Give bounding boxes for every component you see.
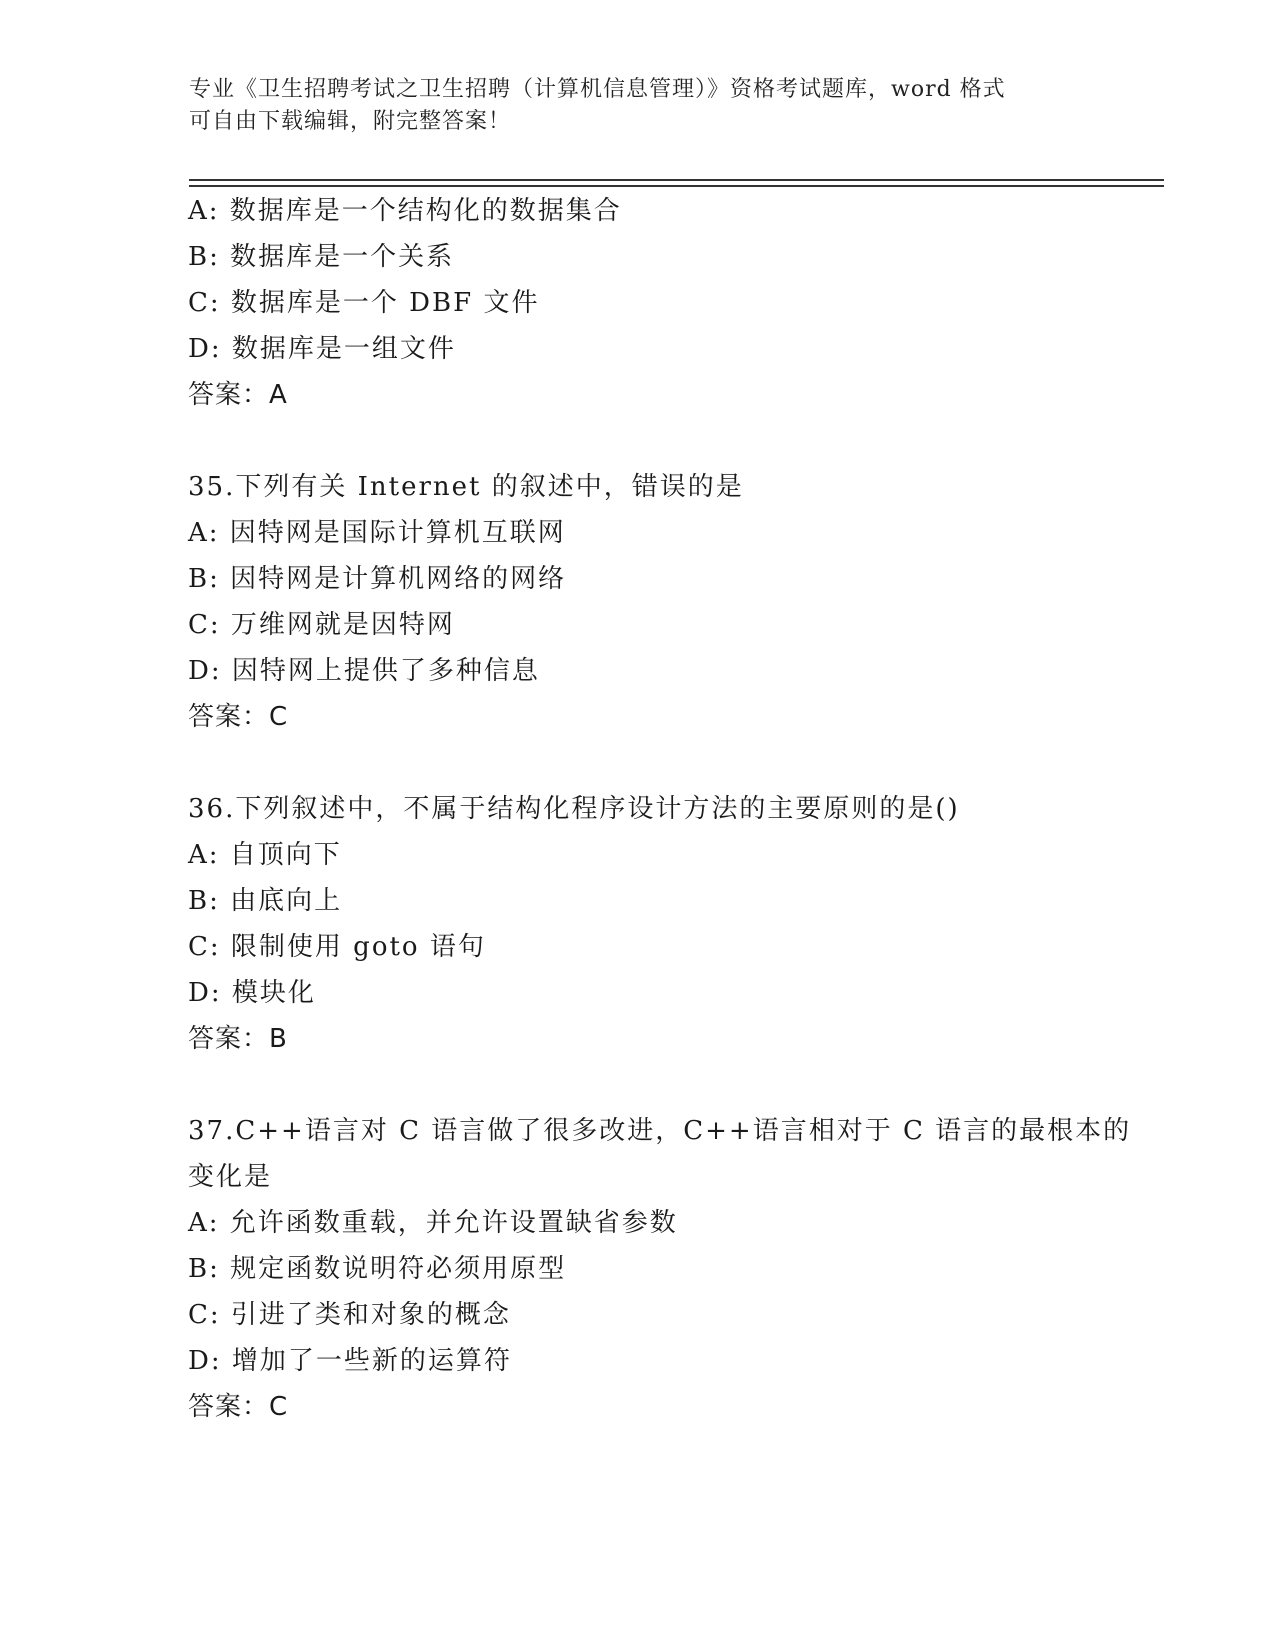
answer-line: 答案：A (188, 380, 288, 410)
answer-line: 答案：C (188, 1392, 289, 1422)
option-b: B: 数据库是一个关系 (188, 242, 455, 272)
option-c: C: 引进了类和对象的概念 (188, 1300, 511, 1330)
option-d: D: 模块化 (188, 978, 316, 1008)
header-divider-top (189, 179, 1164, 181)
question-text: 36.下列叙述中，不属于结构化程序设计方法的主要原则的是() (188, 794, 960, 824)
question-text: 35.下列有关 Internet 的叙述中，错误的是 (188, 472, 744, 502)
option-a: A: 自顶向下 (188, 840, 342, 870)
header-line-1: 专业《卫生招聘考试之卫生招聘（计算机信息管理）》资格考试题库，word 格式 (189, 77, 1006, 102)
option-b: B: 因特网是计算机网络的网络 (188, 564, 567, 594)
option-a: A: 因特网是国际计算机互联网 (188, 518, 566, 548)
question-text-line-2: 变化是 (188, 1162, 273, 1192)
question-34 (188, 188, 1128, 418)
option-c: C: 数据库是一个 DBF 文件 (188, 288, 540, 318)
question-35 (188, 464, 1128, 740)
answer-line: 答案：C (188, 702, 289, 732)
option-d: D: 增加了一些新的运算符 (188, 1346, 512, 1376)
document-header (189, 74, 1089, 138)
question-37 (188, 1108, 1132, 1430)
header-divider-bottom (189, 185, 1164, 187)
option-d: D: 因特网上提供了多种信息 (188, 656, 540, 686)
question-36 (188, 786, 1128, 1062)
option-a: A: 允许函数重载，并允许设置缺省参数 (188, 1208, 678, 1238)
option-b: B: 由底向上 (188, 886, 343, 916)
question-text-line-1: 37.C++语言对 C 语言做了很多改进，C++语言相对于 C 语言的最根本的 (188, 1116, 1132, 1146)
option-d: D: 数据库是一组文件 (188, 334, 456, 364)
option-b: B: 规定函数说明符必须用原型 (188, 1254, 567, 1284)
header-line-2: 可自由下载编辑，附完整答案！ (189, 109, 512, 134)
option-a: A: 数据库是一个结构化的数据集合 (188, 196, 622, 226)
option-c: C: 万维网就是因特网 (188, 610, 455, 640)
question-list (188, 188, 1132, 1430)
answer-line: 答案：B (188, 1024, 288, 1054)
option-c: C: 限制使用 goto 语句 (188, 932, 486, 962)
